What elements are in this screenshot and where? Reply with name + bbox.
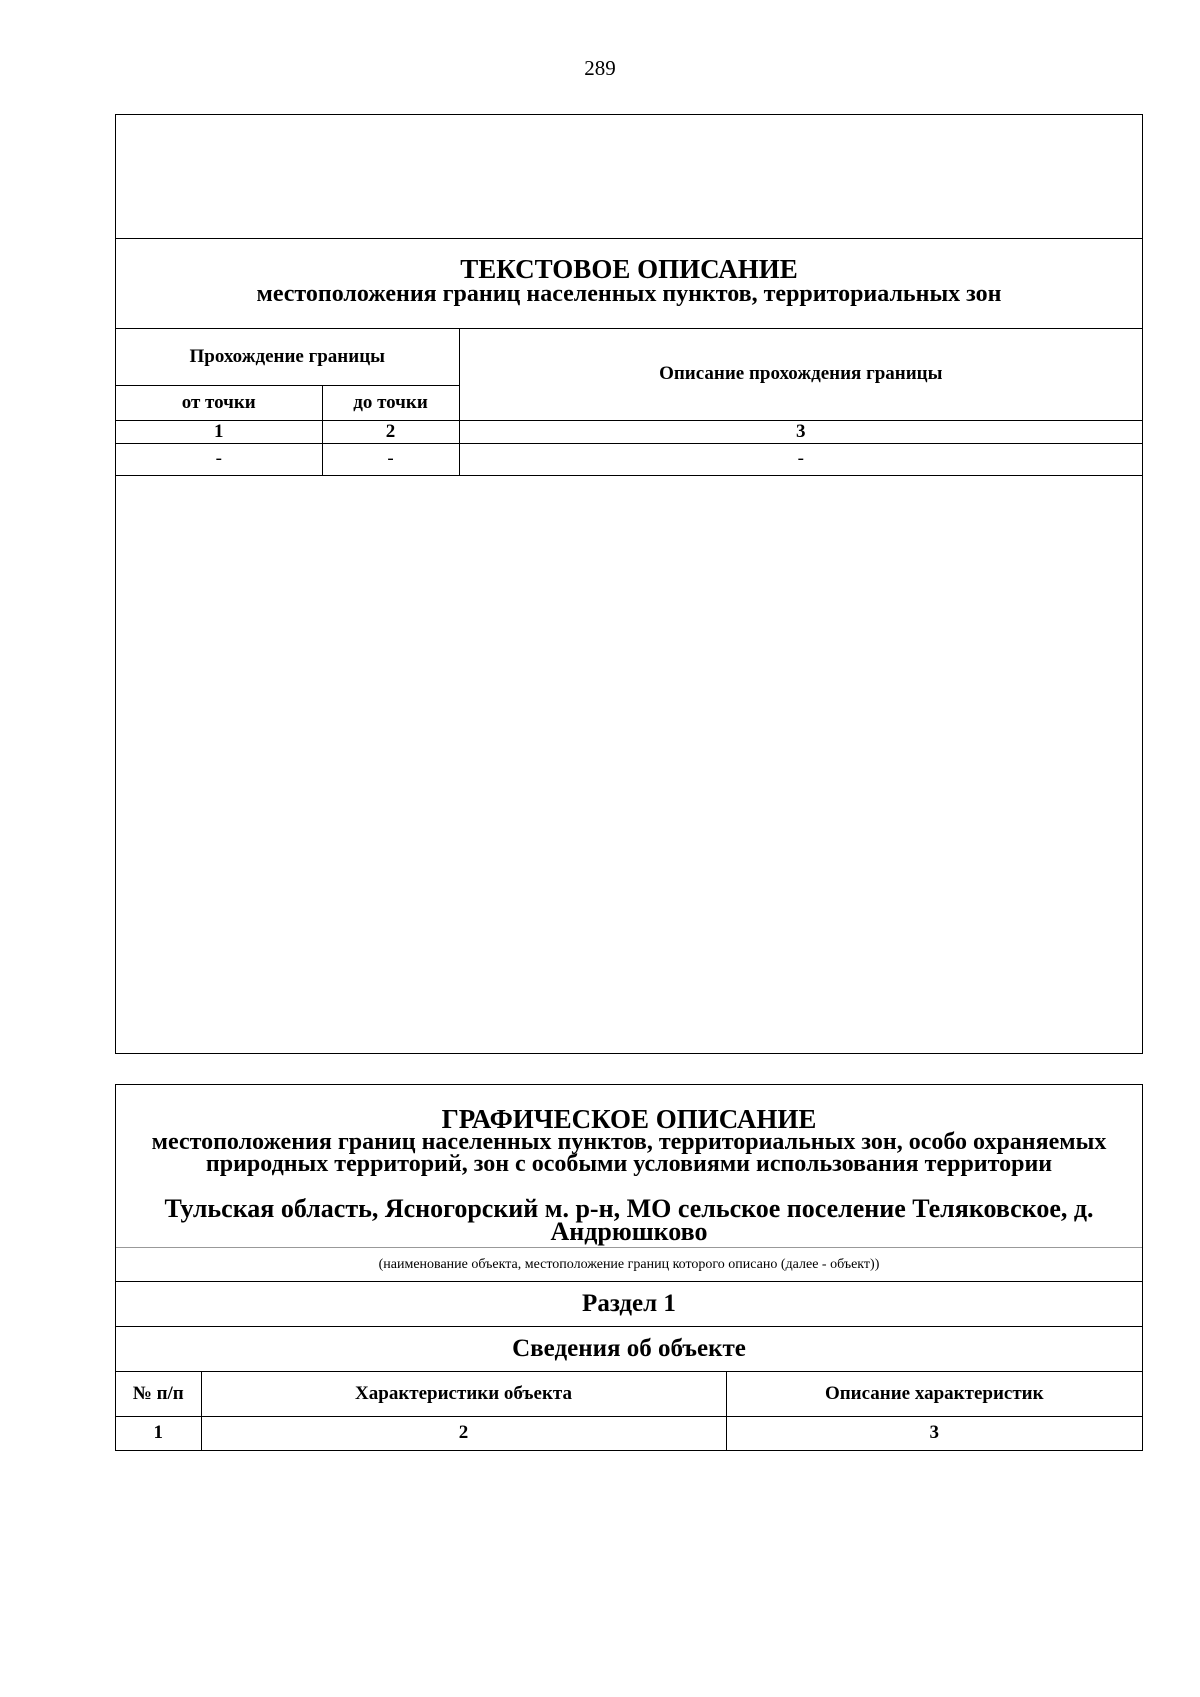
table-cell: - (322, 443, 459, 475)
section-title: Сведения об объекте (116, 1327, 1142, 1372)
text-description-title: ТЕКСТОВОЕ ОПИСАНИЕ (460, 254, 798, 284)
graphic-description-block (115, 1084, 1143, 1451)
graphic-description-title: ГРАФИЧЕСКОЕ ОПИСАНИЕ (441, 1104, 817, 1134)
column-number: 1 (116, 1416, 201, 1450)
text-description-subtitle: местоположения границ населенных пунктов, территориальных зон (256, 281, 1002, 307)
text-description-block (115, 114, 1143, 1054)
from-point-header: от точки (116, 385, 322, 420)
table-header-cell: Характеристики объекта (201, 1372, 726, 1416)
column-number: 1 (116, 420, 322, 443)
empty-top-area (116, 115, 1142, 239)
column-number: 3 (726, 1416, 1142, 1450)
table-header-cell: № п/п (116, 1372, 201, 1416)
object-info-table (116, 1372, 1142, 1450)
table-cell: - (116, 443, 322, 475)
object-name: Тульская область, Ясногорский м. р-н, МО сельское поселение Теляковское, д. Андрюшково (164, 1194, 1094, 1246)
section-label: Раздел 1 (116, 1282, 1142, 1327)
column-number: 2 (201, 1416, 726, 1450)
text-description-header (116, 239, 1142, 329)
column-number: 3 (459, 420, 1142, 443)
graphic-description-subtitle: местоположения границ населенных пунктов, территориальных зон, особо охраняемых природных территорий, зон с особыми условиями использования территории (151, 1129, 1107, 1177)
column-number: 2 (322, 420, 459, 443)
object-note: (наименование объекта, местоположение границ которого описано (далее - объект)) (116, 1247, 1142, 1282)
graphic-description-header (116, 1085, 1142, 1247)
boundary-table (116, 329, 1142, 476)
to-point-header: до точки (322, 385, 459, 420)
boundary-description-header: Описание прохождения границы (459, 329, 1142, 420)
page-number: 289 (584, 56, 616, 80)
boundary-group-header: Прохождение границы (116, 329, 459, 385)
table-cell: - (459, 443, 1142, 475)
table-header-cell: Описание характеристик (726, 1372, 1142, 1416)
